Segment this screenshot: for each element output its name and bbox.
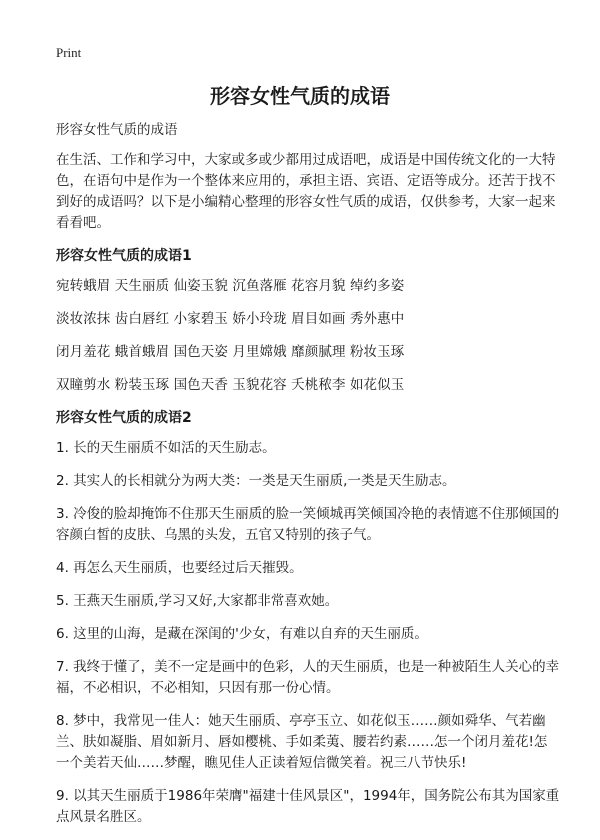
- print-link[interactable]: Print: [56, 45, 82, 60]
- section-1-heading: 形容女性气质的成语1: [56, 248, 192, 264]
- list-item: 8. 梦中，我常见一佳人：她天生丽质、亭亭玉立、如花似玉……颜如舜华、气若幽兰、肤如凝脂、眉如新月、唇如樱桃、手如柔荑、腰若约素……怎一个闭月羞花!怎一个美若天仙……梦醒，瞧见佳人正读着短信微笑着。祝三八节快乐!: [56, 713, 548, 771]
- list-item: 4. 再怎么天生丽质，也要经过后天摧毁。: [56, 560, 303, 576]
- list-item: 7. 我终于懂了，美不一定是画中的色彩，人的天生丽质，也是一种被陌生人关心的幸福，不必相识，不必相知，只因有那一份心情。: [56, 659, 560, 696]
- idiom-line: 双瞳剪水 粉装玉琢 国色天香 玉貌花容 夭桃秾李 如花似玉: [56, 377, 405, 393]
- document-body: [56, 120, 560, 840]
- list-item: 3. 冷俊的脸却掩饰不住那天生丽质的脸一笑倾城再笑倾国冷艳的表情遮不住那倾国的容颜白皙的皮肤、乌黑的头发，五官又特别的孩子气。: [56, 506, 560, 543]
- section-2-heading: 形容女性气质的成语2: [56, 410, 192, 426]
- idiom-line: 闭月羞花 蛾首蛾眉 国色天姿 月里嫦娥 靡颜腻理 粉妆玉琢: [56, 344, 405, 360]
- page-title: 形容女性气质的成语: [210, 84, 390, 108]
- list-item: 6. 这里的山海，是藏在深闺的'少女，有难以自弃的天生丽质。: [56, 626, 428, 642]
- list-item: 9. 以其天生丽质于1986年荣膺"福建十佳风景区"，1994年，国务院公布其为国家重点风景名胜区。: [56, 788, 560, 825]
- idiom-line: 淡妆浓抹 齿白唇红 小家碧玉 娇小玲珑 眉目如画 秀外惠中: [56, 311, 405, 327]
- intro-paragraph: 在生活、工作和学习中，大家或多或少都用过成语吧，成语是中国传统文化的一大特色，在语句中是作为一个整体来应用的，承担主语、宾语、定语等成分。还苦于找不到好的成语吗？以下是小编精心整理的形容女性气质的成语，仅供参考，大家一起来看看吧。: [56, 152, 556, 231]
- list-item: 2. 其实人的长相就分为两大类：一类是天生丽质,一类是天生励志。: [56, 473, 456, 489]
- subtitle: 形容女性气质的成语: [56, 122, 178, 138]
- list-item: 5. 王燕天生丽质,学习又好,大家都非常喜欢她。: [56, 593, 339, 609]
- list-item: 1. 长的天生丽质不如活的天生励志。: [56, 440, 276, 456]
- idiom-line: 宛转蛾眉 天生丽质 仙姿玉貌 沉鱼落雁 花容月貌 绰约多姿: [56, 278, 405, 294]
